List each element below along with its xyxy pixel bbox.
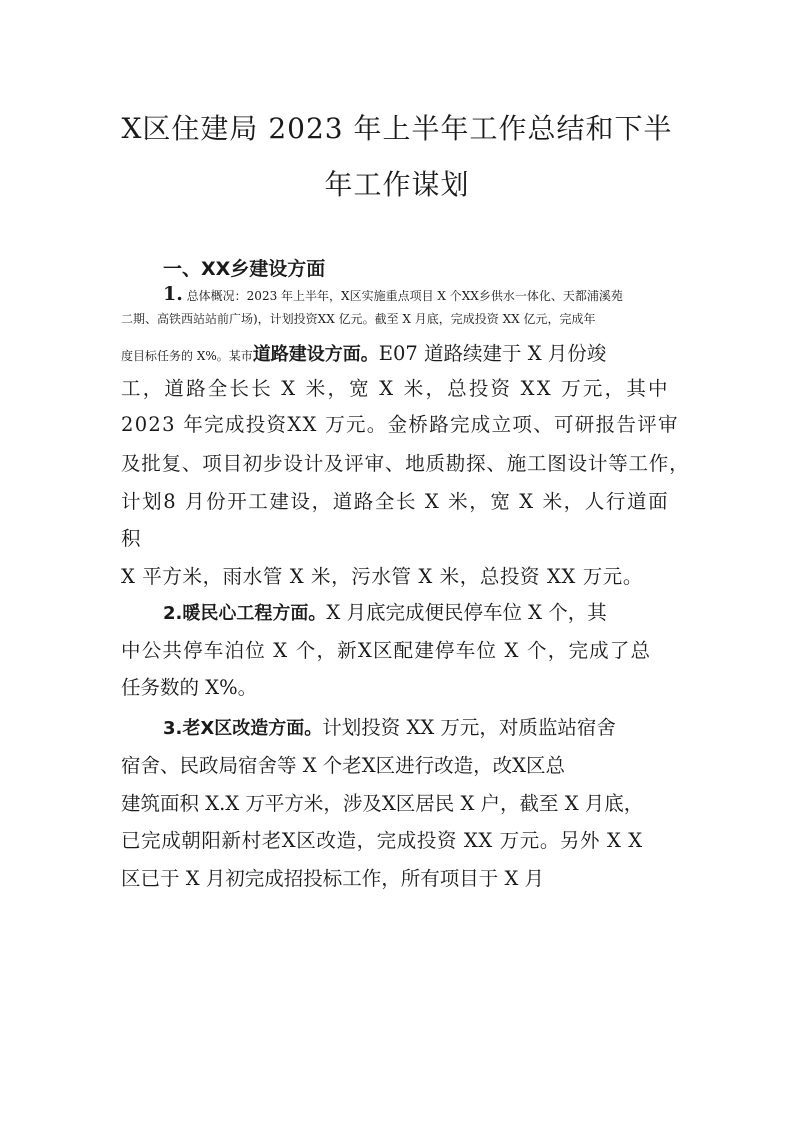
paragraph-line [163, 601, 607, 626]
document-title-line-1: X区住建局 2023 年上半年工作总结和下半 [121, 112, 673, 145]
paragraph-text: 计划投资 XX 万元，对质监站宿舍 [322, 716, 616, 739]
paragraph-line: 2023 年完成投资XX 万元。金桥路完成立项、可研报告评审 [121, 413, 679, 436]
item-heading: 2.暖民心工程方面。 [163, 603, 327, 624]
paragraph-line: 二期、高铁西站站前广场)，计划投资XX 亿元。截至 X 月底，完成投资 XX 亿元，完成年 [121, 312, 596, 326]
paragraph-line: X 平方米，雨水管 X 米，污水管 X 米，总投资 XX 万元。 [121, 565, 644, 588]
paragraph-text: E07 道路续建于 X 月份竣 [378, 342, 607, 365]
paragraph-text: 总体概况：2023 年上半年，X区实施重点项目 X 个XX乡供水一体化、天都浦溪苑 [186, 289, 623, 303]
paragraph-line: 宿舍、民政局宿舍等 X 个老X区进行改造，改X区总 [121, 754, 566, 777]
paragraph-line: 及批复、项目初步设计及评审、地质勘探、施工图设计等工作， [121, 452, 690, 475]
paragraph-text: X 月底完成便民停车位 X 个，其 [326, 601, 607, 624]
item-heading: 3.老X区改造方面。 [163, 718, 323, 739]
document-title-line-2: 年工作谋划 [324, 168, 470, 201]
paragraph-line: 积 [121, 527, 141, 550]
paragraph-line: 建筑面积 X.X 万平方米，涉及X区居民 X 户，截至 X 月底， [121, 792, 644, 815]
paragraph-line: 区已于 X 月初完成招投标工作，所有项目于 X 月 [121, 867, 545, 890]
paragraph-line: 计划8 月份开工建设，道路全长 X 米，宽 X 米，人行道面 [121, 490, 670, 513]
section-heading: 一、XX乡建设方面 [163, 258, 326, 280]
paragraph-line: 工，道路全长长 X 米，宽 X 米，总投资 XX 万元，其中 [121, 377, 670, 400]
paragraph-line [121, 342, 606, 367]
paragraph-line: 任务数的 X%。 [121, 676, 258, 699]
paragraph-line: 已完成朝阳新村老X区改造，完成投资 XX 万元。另外 X X [121, 829, 643, 852]
bold-phrase: 道路建设方面。 [252, 344, 379, 365]
paragraph-line [163, 283, 623, 305]
paragraph-line: 中公共停车泊位 X 个，新X区配建停车位 X 个，完成了总 [121, 639, 652, 662]
item-number: 1. [163, 283, 183, 305]
paragraph-text: 度目标任务的 X%。某市 [121, 349, 253, 363]
paragraph-line [163, 716, 616, 741]
